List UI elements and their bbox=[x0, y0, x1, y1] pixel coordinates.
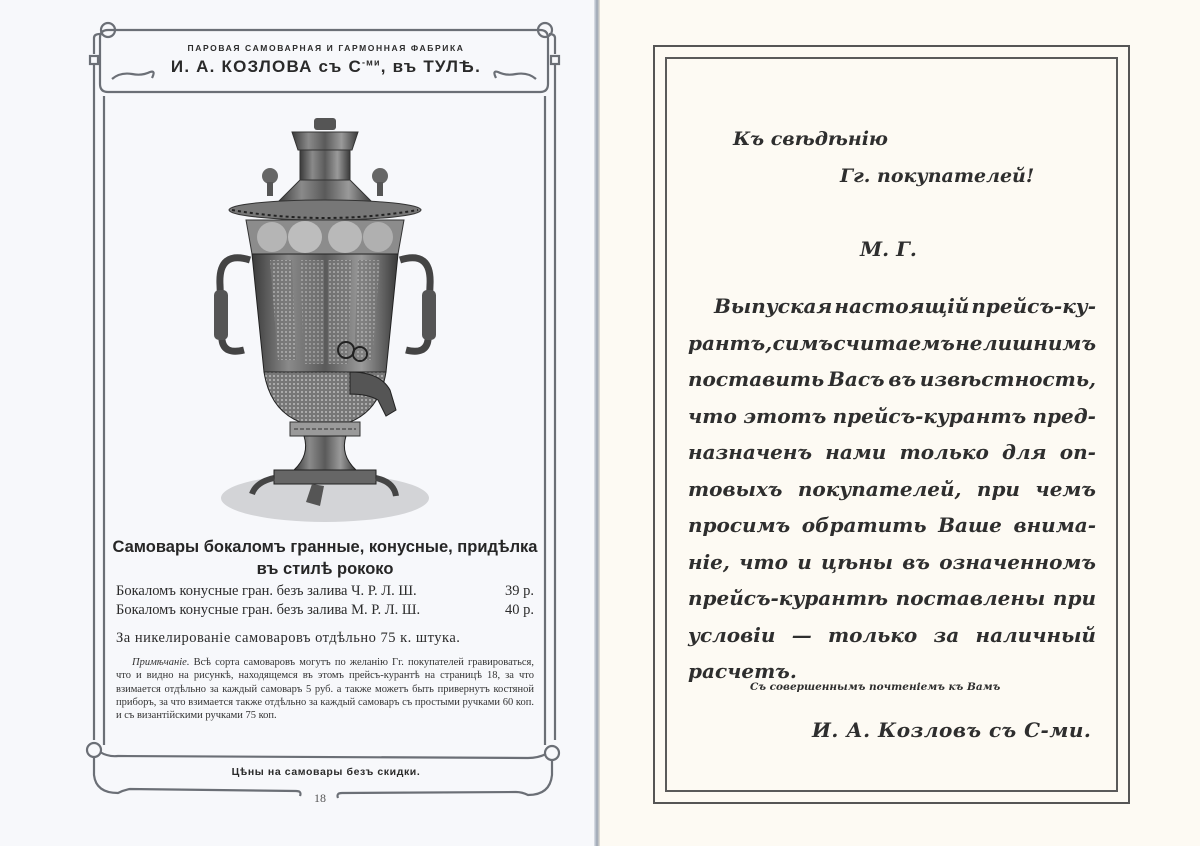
closing-phrase: Съ совершеннымъ почтеніемъ къ Вамъ bbox=[750, 681, 1001, 693]
price-description: Бокаломъ конусные гран. безъ залива Ч. Р. Л. Ш. bbox=[116, 583, 417, 599]
letter-word: оп- bbox=[1059, 440, 1096, 464]
page-number: 18 bbox=[314, 791, 326, 805]
letter-word: для bbox=[1002, 440, 1047, 464]
letter-line bbox=[688, 398, 1096, 435]
letter-body bbox=[688, 288, 1096, 690]
letter-line bbox=[688, 434, 1096, 471]
footnote bbox=[116, 656, 534, 722]
letter-word: обратить bbox=[801, 513, 927, 537]
letter-word: назначенъ bbox=[688, 440, 812, 464]
greeting-line-2: Гг. покупателей! bbox=[840, 165, 1035, 187]
price-row bbox=[116, 583, 534, 600]
greeting-line-1: Къ свѣдѣнію bbox=[733, 128, 888, 150]
letter-word: пред- bbox=[1032, 403, 1096, 428]
letter-word: только bbox=[899, 440, 989, 464]
letter-word: товыхъ bbox=[688, 476, 783, 501]
signature: И. А. Козловъ съ С-ми. bbox=[812, 718, 1092, 742]
letter-word: цѣны bbox=[821, 549, 894, 574]
letter-word: что bbox=[739, 549, 788, 574]
letter-word: ніе, bbox=[688, 549, 730, 574]
salutation: М. Г. bbox=[860, 237, 917, 261]
letter-word: означенномъ bbox=[939, 549, 1096, 574]
letter-word: нами bbox=[825, 440, 887, 464]
letter-word: — bbox=[791, 622, 812, 647]
letter-word: въ bbox=[888, 367, 917, 391]
letter-word: рантъ, bbox=[688, 330, 773, 355]
price-value: 39 р. bbox=[505, 583, 534, 599]
product-title: Самовары бокаломъ гранные, конусные, придѣлка въ стилѣ рококо bbox=[112, 538, 538, 578]
letter-line bbox=[688, 325, 1096, 362]
letter-word: и bbox=[797, 549, 812, 574]
letter-word: за bbox=[933, 622, 960, 647]
letter-word: настоящій bbox=[834, 294, 970, 318]
letter-word: Васъ bbox=[827, 367, 885, 391]
factory-name-superscript: -ми bbox=[361, 57, 381, 68]
letter-word: прейсъ-курантъ bbox=[832, 403, 1027, 428]
letter-word: чемъ bbox=[1035, 476, 1096, 501]
letter-word: при bbox=[976, 476, 1020, 501]
price-description: Бокаломъ конусные гран. безъ залива М. Р. Л. Ш. bbox=[116, 602, 421, 618]
letter-word: въ bbox=[902, 549, 930, 574]
letter-word: наличный bbox=[975, 622, 1096, 647]
letter-word: не bbox=[955, 330, 983, 355]
letter-line bbox=[688, 544, 1096, 581]
letter-line bbox=[688, 471, 1096, 508]
letter-line bbox=[688, 617, 1096, 654]
letter-word: условіи bbox=[688, 622, 776, 647]
letter-line bbox=[688, 288, 1096, 325]
letter-word: Выпуская bbox=[714, 294, 833, 318]
letter-word: прейсъ-курантѣ bbox=[688, 586, 888, 610]
price-value: 40 р. bbox=[505, 602, 534, 618]
letter-line bbox=[688, 580, 1096, 617]
letter-word: поставлены bbox=[895, 586, 1046, 610]
factory-name-main: И. А. КОЗЛОВА съ С bbox=[170, 57, 362, 76]
footnote-text: Всѣ сорта самоваровъ могутъ по желанію Гг. покупателей гравироваться, что и видно на рисункѣ, находящемся въ этомъ прейсъ-курантѣ на страницѣ 18, за что взимается отдѣльно за каждый самоваръ 5 руб. а также можетъ быть привернутъ костяной приборъ, за что взимается также отдѣльно за каждый самоваръ съ простыми ручками 60 коп. и съ византійскими ручками 75 коп. bbox=[116, 657, 534, 722]
letter-word: лишнимъ bbox=[982, 330, 1096, 355]
letter-word: этотъ bbox=[743, 403, 827, 428]
letter-word: при bbox=[1052, 586, 1096, 610]
left-page bbox=[0, 0, 597, 846]
letter-line bbox=[688, 361, 1096, 398]
letter-word: покупателей, bbox=[797, 476, 962, 501]
factory-subtitle: ПАРОВАЯ САМОВАРНАЯ И ГАРМОННАЯ ФАБРИКА bbox=[187, 43, 465, 53]
letter-word: считаемъ bbox=[833, 330, 955, 355]
footer-caption: Цѣны на самовары безъ скидки. bbox=[231, 766, 421, 778]
letter-word: просимъ bbox=[688, 513, 791, 537]
letter-word: расчетъ. bbox=[688, 659, 797, 683]
letter-word: прейсъ-ку- bbox=[971, 294, 1096, 318]
letter-word: Ваше bbox=[938, 513, 1002, 537]
letter-line bbox=[688, 507, 1096, 544]
samovar-illustration bbox=[200, 110, 450, 530]
letter-word: только bbox=[827, 622, 918, 647]
letter-word: симъ bbox=[772, 330, 833, 355]
footnote-label: Примѣчаніе. bbox=[132, 657, 190, 668]
price-row bbox=[116, 602, 534, 619]
factory-name bbox=[110, 57, 542, 77]
nickel-plating-note: За никелированіе самоваровъ отдѣльно 75 к. штука. bbox=[116, 630, 461, 646]
letter-word: что bbox=[688, 403, 737, 428]
letter-word: поставить bbox=[688, 367, 825, 391]
letter-word: внима- bbox=[1013, 513, 1096, 537]
factory-name-suffix: , въ ТУЛѢ. bbox=[380, 57, 482, 76]
letter-word: извѣстность, bbox=[919, 367, 1096, 391]
